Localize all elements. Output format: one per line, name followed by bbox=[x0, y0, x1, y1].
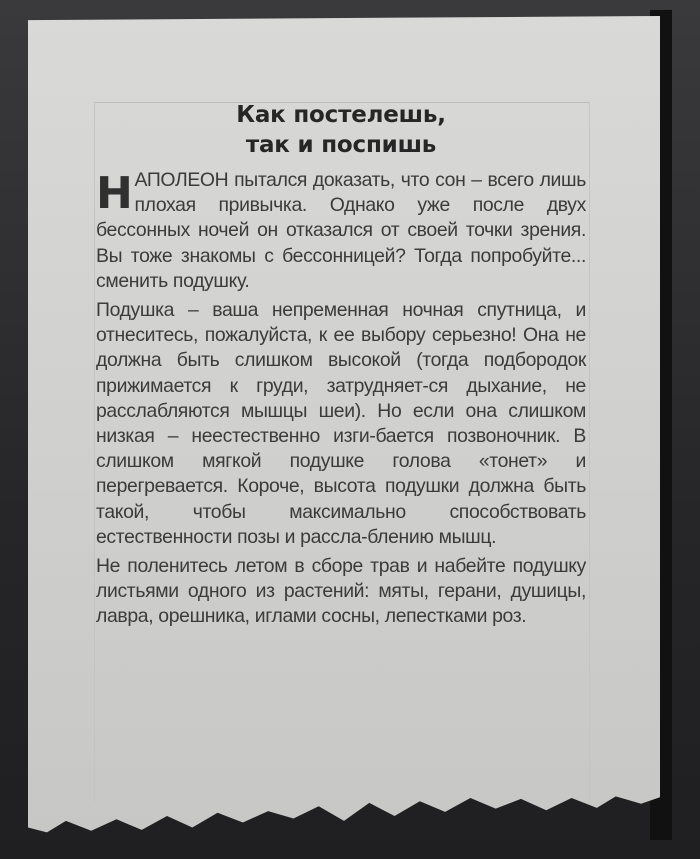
dropcap: Н bbox=[96, 168, 133, 219]
article bbox=[94, 100, 588, 634]
paragraph-2: Подушка – ваша непременная ночная спутница, и отнеситесь, пожалуйста, к ее выбору серьезно! Она не должна быть слишком высокой (тогда подбородок прижимается к груди, затрудняет-ся дыхание, не расслабляются мышцы шеи). Но если она слишком низкая – неестественно изги-бается позвоночник. В слишком мягкой подушке голова «тонет» и перегревается. Короче, высота подушки должна быть такой, чтобы максимально способствовать естественности позы и рассла-блению мышц. bbox=[96, 299, 586, 548]
paragraph-1-text: АПОЛЕОН пытался доказать, что сон – всего лишь плохая привычка. Однако уже после двух бессонных ночей он отказался от своей точки зрения. Вы тоже знакомы с бессонницей? Тогда попробуйте... сменить подушку. bbox=[96, 169, 586, 292]
headline-line-2: так и поспишь bbox=[245, 132, 437, 158]
article-headline bbox=[94, 100, 588, 160]
paragraph-1 bbox=[94, 168, 588, 294]
headline-line-1: Как постелешь, bbox=[236, 102, 446, 128]
paragraph-3: Не поленитесь летом в сборе трав и набейте подушку листьями одного из растений: мяты, герани, душицы, лавра, орешника, иглами сосны, лепестками роз. bbox=[96, 555, 586, 628]
